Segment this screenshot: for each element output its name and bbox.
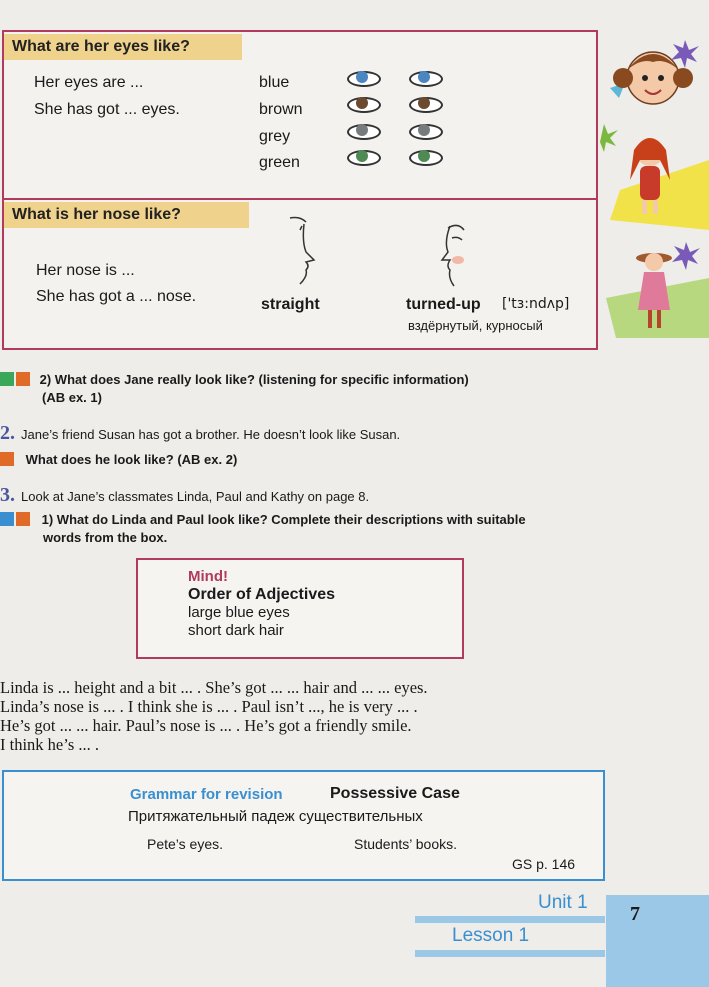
activity-book-icon bbox=[16, 372, 30, 386]
girl-with-hat-illustration-icon bbox=[606, 238, 709, 338]
nose-heading: What is her nose like? bbox=[4, 202, 249, 228]
grey-eye-icon bbox=[347, 122, 377, 138]
mind-example-2: short dark hair bbox=[188, 622, 284, 639]
nose-line-1: Her nose is ... bbox=[36, 262, 135, 279]
brown-eye-icon bbox=[347, 95, 377, 111]
paragraph-line: Linda is ... height and a bit ... . She’s got ... ... hair and ... ... eyes. bbox=[0, 678, 428, 697]
color-brown: brown bbox=[259, 101, 303, 118]
paragraph-line: I think he’s ... . bbox=[0, 735, 99, 754]
unit-label: Unit 1 bbox=[538, 892, 588, 913]
eyes-line-2: She has got ... eyes. bbox=[34, 101, 180, 118]
nose-translation: вздёрнутый, курносый bbox=[408, 318, 543, 333]
writing-icon bbox=[16, 512, 30, 526]
activity-book-icon bbox=[0, 452, 14, 466]
grammar-example-2: Students’ books. bbox=[354, 836, 457, 852]
page-number-strip bbox=[606, 895, 709, 987]
exercise-2: 2. Jane’s friend Susan has got a brother. He doesn’t look like Susan. bbox=[0, 422, 401, 444]
audio-icon bbox=[0, 372, 14, 386]
nose-box bbox=[2, 198, 598, 350]
paragraph-line: Linda’s nose is ... . I think she is ... . Paul isn’t ..., he is very ... . bbox=[0, 697, 418, 716]
grey-eye-icon bbox=[409, 122, 439, 138]
mind-example-1: large blue eyes bbox=[188, 604, 290, 621]
grammar-label: Grammar for revision bbox=[130, 786, 283, 803]
paragraph-line: He’s got ... ... hair. Paul’s nose is ... . He’s got a friendly smile. bbox=[0, 716, 412, 735]
grammar-box bbox=[2, 770, 605, 881]
footer-bar bbox=[415, 916, 605, 923]
eyes-box bbox=[2, 30, 598, 200]
color-grey: grey bbox=[259, 128, 291, 145]
lesson-label: Lesson 1 bbox=[452, 925, 530, 946]
brown-eye-icon bbox=[409, 95, 439, 111]
page-number: 7 bbox=[630, 903, 640, 925]
exercise-3-q1-cont: words from the box. bbox=[43, 530, 168, 545]
redhead-girl-illustration-icon bbox=[600, 120, 709, 230]
nose-turned-up: turned-up bbox=[406, 296, 481, 313]
exercise-1-q2-ref: (AB ex. 1) bbox=[42, 390, 102, 405]
grammar-title: Possessive Case bbox=[330, 785, 460, 802]
mind-subtitle: Order of Adjectives bbox=[188, 586, 336, 603]
turned-up-nose-profile-icon bbox=[434, 216, 474, 288]
eyes-heading: What are her eyes like? bbox=[4, 34, 242, 60]
exercise-3: 3. Look at Jane’s classmates Linda, Paul and Kathy on page 8. bbox=[0, 484, 370, 506]
blue-eye-icon bbox=[409, 69, 439, 85]
grammar-example-1: Pete’s eyes. bbox=[147, 836, 224, 852]
grammar-russian: Притяжательный падеж существительных bbox=[128, 808, 423, 825]
mind-box bbox=[136, 558, 464, 659]
mind-title: Mind! bbox=[188, 568, 228, 585]
footer-bar bbox=[415, 950, 605, 957]
exercise-1-q2: 2) What does Jane really look like? (listening for specific information) bbox=[0, 372, 469, 387]
exercise-3-q1: 1) What do Linda and Paul look like? Complete their descriptions with suitable bbox=[0, 512, 526, 527]
girl-face-illustration-icon bbox=[605, 28, 709, 128]
green-eye-icon bbox=[347, 148, 377, 164]
exercise-2-question: What does he look like? (AB ex. 2) bbox=[0, 452, 237, 467]
list-icon bbox=[0, 512, 14, 526]
nose-straight: straight bbox=[261, 296, 320, 313]
straight-nose-profile-icon bbox=[280, 210, 320, 285]
description-paragraph bbox=[0, 678, 605, 754]
green-eye-icon bbox=[409, 148, 439, 164]
color-blue: blue bbox=[259, 74, 290, 91]
nose-line-2: She has got a ... nose. bbox=[36, 288, 197, 305]
nose-transcription: ['tɜ:ndʌp] bbox=[502, 296, 570, 312]
blue-eye-icon bbox=[347, 69, 377, 85]
eyes-line-1: Her eyes are ... bbox=[34, 74, 144, 91]
grammar-reference: GS p. 146 bbox=[512, 856, 576, 872]
color-green: green bbox=[259, 154, 300, 171]
